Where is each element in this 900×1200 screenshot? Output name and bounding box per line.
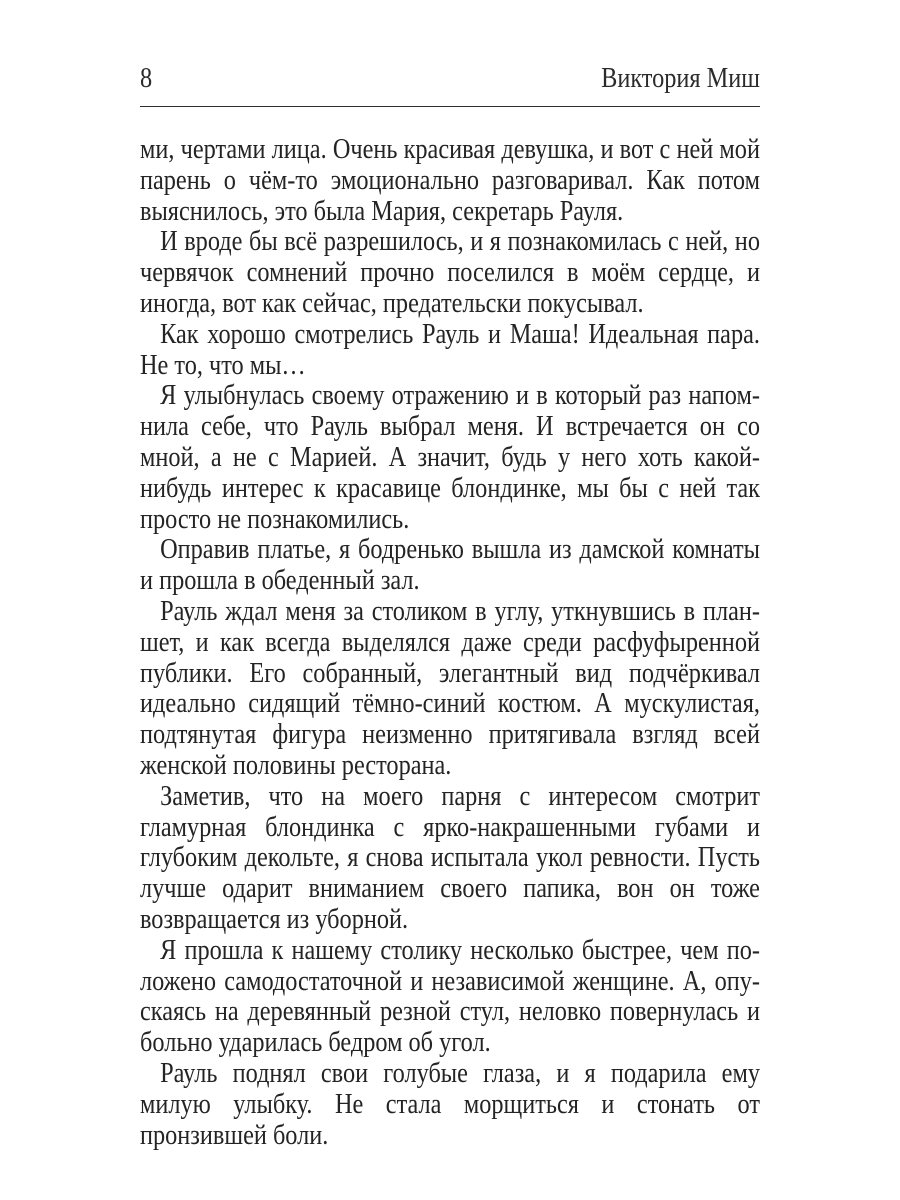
paragraph: Рауль поднял свои голубые глаза, и я подарила ему милую улыбку. Не стала морщиться и стонать от пронзившей боли.: [140, 1056, 760, 1151]
paragraph: Заметив, что на моего парня с интересом смотрит гламурная блондинка с ярко-накрашенными губами и глубоким декольте, я снова испытала укол ревности. Пусть лучше одарит вниманием своего папика, вон он тоже возвращается из уборной.: [140, 779, 760, 935]
body-text: [140, 134, 760, 1150]
paragraph: Я прошла к нашему столику несколько быстрее, чем положено самодостаточной и независимой женщине. А, опускаясь на деревянный резной стул, неловко повернулась и больно ударилась бедром об угол.: [140, 933, 760, 1059]
page-content-column: [140, 64, 760, 1150]
paragraph: Рауль ждал меня за столиком в углу, уткнувшись в планшет, и как всегда выделялся даже среди расфуфыренной публики. Его собранный, элегантный вид подчёркивал идеально сидящий тёмно-синий костюм. А мускулистая, подтянутая фигура неизменно притягивала взгляд всей женской половины ресторана.: [140, 594, 760, 781]
running-header: [140, 64, 760, 93]
running-title: Виктория Миш: [601, 62, 760, 94]
paragraph: Я улыбнулась своему отражению и в который раз напомнила себе, что Рауль выбрал меня. И встречается он со мной, а не с Марией. А значит, будь у него хоть какой-нибудь интерес к красавице блондинке, мы бы с ней так просто не познакомились.: [140, 379, 760, 535]
page-number: 8: [140, 62, 153, 94]
header-rule: [140, 106, 760, 107]
paragraph-continuation: ми, чертами лица. Очень красивая девушка, и вот с ней мой парень о чём-то эмоционально разговаривал. Как потом выяснилось, это была Мария, секретарь Рауля.: [140, 133, 760, 227]
paragraph: Как хорошо смотрелись Рауль и Маша! Идеальная пара. Не то, что мы…: [140, 317, 760, 381]
paragraph: И вроде бы всё разрешилось, и я познакомилась с ней, но червячок сомнений прочно поселился в моём сердце, и иногда, вот как сейчас, предательски покусывал.: [140, 225, 760, 319]
paragraph: Оправив платье, я бодренько вышла из дамской комнаты и прошла в обеденный зал.: [140, 533, 760, 597]
